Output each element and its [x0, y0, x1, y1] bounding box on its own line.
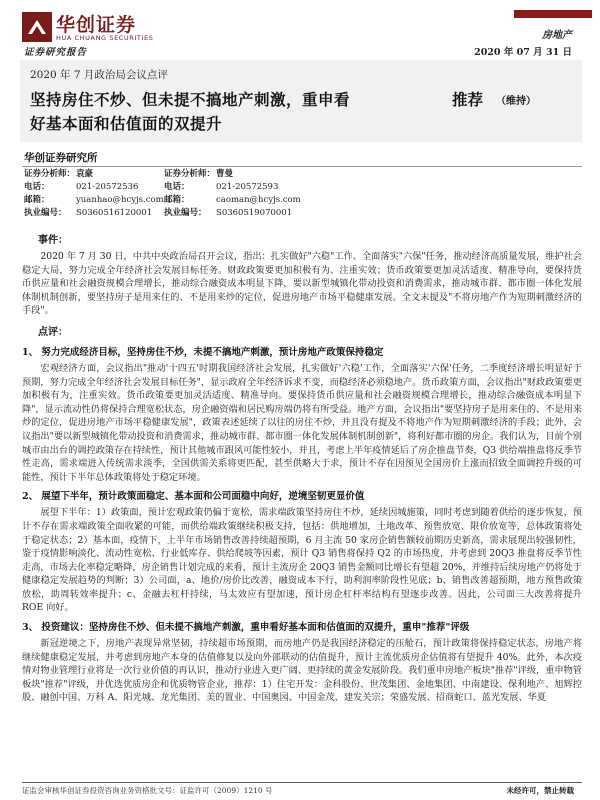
- email-label: 邮箱：: [24, 195, 50, 205]
- point-title: 1、 努力完成经济目标，坚持房住不炒，未提不搞地产刺激，预计房地产政策保持稳定: [22, 346, 384, 358]
- logo-icon: [22, 12, 52, 42]
- report-type: 证券研究报告: [24, 47, 88, 58]
- institute-name: 华创证券研究所: [24, 152, 98, 164]
- phone-label: 电话：: [24, 182, 50, 192]
- point-title: 3、 投资建议：坚持房住不炒、但未提不搞地产刺激，重申看好基本面和估值面的双提升，重申"推荐"评级: [22, 622, 470, 634]
- sector-label: 房地产: [542, 30, 572, 41]
- analyst-card: [164, 168, 404, 220]
- accent-tab: [514, 10, 592, 18]
- footer-note: 未经许可，禁止转载: [506, 786, 574, 795]
- license-label: 执业编号：: [24, 208, 67, 218]
- analyst-email[interactable]: caoman@hcyjs.com: [216, 195, 301, 205]
- point-text: 新冠逆境之下，房地产表现异常坚韧，持续超市场预期，而房地产仍是我国经济稳定的压舱石，预计政策将保持稳定状态，房地产将继续健康稳定发展，并考虑到房地产本身的估值修复以及向外部联动的估值提升，预计主流优质房企估值将有望提升 40%。此外，本次疫情对物业管理行业将是一次行业价值的再认识，推动行业进入更广阔、更持续的黄金发展阶段。我们重申房地产板块"推荐"评级，重申物管板块"推荐"评级，并优选优质房企和优质物管企业，推荐：1）住宅开发：金科股份、世茂集团、金地集团、中南建设、保利地产、旭辉控股、融创中国、万科 A、阳光城、龙光集团、美的置业、中国奥园、中国金茂、建发关宗；荣盛发展、招商蛇口、蓝光发展、华夏: [22, 638, 582, 704]
- event-text: 2020 年 7 月 30 日，中共中央政治局召开会议，指出：扎实做好"六稳"工作、全面落实"六保"任务，推动经济高质量发展，维护社会稳定大局，努力完成全年经济社会发展目标任务。财政政策要更加积极有为、注重实效；货币政策要更加灵活适度、精准导向，要保持货币供应量和社会融资规模合理增长，推动综合融资成本明显下降，要以新型城镇化带动投资和消费需求，推动城市群、都市圈一体化发展体制机制创新，要坚持房子是用来住的、不是用来炒的定位，促进房地产市场平稳健康发展。全文未提及"不将房地产作为短期刺激经济的手段"。: [22, 251, 582, 317]
- phone-label: 电话：: [164, 182, 190, 192]
- logo-text: 华创证券: [56, 14, 137, 36]
- analyst-phone: 021-20572593: [216, 182, 279, 192]
- rating-qualifier: （维持）: [496, 96, 536, 107]
- point-text: 展望下半年：1）政策面，预计宏观政策仍偏于宽松，需求端政策坚持房住不炒，延续因城施策，同时考虑到随着供给的逐步恢复，预计不存在需求端政策全面收紧的可能，而供给端政策继续积极支持，包括：供地增加，土地改革、预售放宽、限价放宽等，总体政策将处于稳定状态；2）基本面，疫情下，上半年市场销售改善持续超预期，6 月主流 50 家房企销售额较前期历史新高，需求展现出较强韧性，鉴于疫情影响淡化、流动性宽松、行业低库存、供给爬坡等因素，预计 Q3 销售将保持 Q2 的市场热度，并考虑到 20Q3 推盘将反季节性走高，市场去化率稳定略降，房企销售计划完成的来看，预计主流房企 20Q3 销售金额同比增长有望超 20%，并维持后续房地产仍将处于健康稳定发展趋势的判断；3）公司面，a、地价/房价比改善，融资成本下行，助利润率阶段性见底；b、销售改善超预期，地方预售政策放松，助周转效率提升；c、金融去杠杆持续，马太效应有望加速，预计房企杠杆率结构有望逐步改善。因此，公司面三大改善将提升 ROE 向好。: [22, 507, 582, 614]
- title-band: [20, 60, 582, 142]
- point-text: 宏观经济方面，会议指出"推动'十四五'时期我国经济社会发展，扎实做好'六稳'工作，全面落实'六保'任务，二季度经济增长明显好于预期，努力完成全年经济社会发展目标任务"，显示政府全年经济诉求不变，而稳经济必须稳地产。货币政策方面，会议指出"财政政策要更加积极有为，注重实效。货币政策要更加灵活适度、精准导向。要保持货币供应量和社会融资规模合理增长，推动综合融资成本明显下降"，显示流动性仍将保持合理宽松状态，房企融资端和居民购房端仍将有所受益。地产方面，会议指出"要坚持房子是用来住的、不是用来炒的定位，促进房地产市场平稳健康发展"，政策表述延续了以往的房住不炒，并且没有提及不将地产作为短期刺激经济的手段；此外，会议指出"要以新型城镇化带动投资和消费需求，推动城市群、都市圈一体化发展体制机制创新"，将利好都市圈的房企。我们认为，目前个别城市由出台的调控政策存在持续性，预计其他城市跟风可能性较小，并且，考虑上半年疫情延后了房企推盘节奏，Q3 供给端推盘将反季节性走高，需求端进入传统需求淡季，全国供需关系将更匹配，甚至供略大于求，预计不存在因预见全国房价上涨而招致全面调控升级的可能性，预计下半年总体政策将处于稳定环境。: [22, 362, 582, 483]
- divider: [22, 166, 582, 167]
- report-subtitle: 2020 年 7 月政治局会议点评: [30, 69, 168, 81]
- report-title-line-2: 好基本面和估值面的双提升: [30, 114, 223, 133]
- footer-divider: [22, 782, 582, 783]
- commentary-heading: 点评：: [38, 326, 68, 338]
- footer-license: 证监会审核华创证券投资咨询业务资格批文号：证监许可（2009）1210 号: [22, 786, 273, 795]
- analyst-role-label: 证券分析师：: [24, 169, 76, 179]
- analyst-role-label: 证券分析师：: [164, 169, 216, 179]
- analyst-phone: 021-20572536: [76, 182, 139, 192]
- report-date: 2020 年 07 月 31 日: [474, 47, 572, 58]
- point-title: 2、 展望下半年，预计政策面稳定、基本面和公司面稳中向好，逆境坚韧更显价值: [22, 491, 365, 503]
- report-body: [22, 234, 582, 705]
- analyst-license: S0360519070001: [216, 208, 293, 218]
- analyst-email[interactable]: yuanhao@hcyjs.com: [76, 195, 164, 205]
- report-title-line-1: 坚持房住不炒、但未提不搞地产刺激，重申看: [30, 90, 351, 109]
- rating: 推荐: [452, 90, 484, 109]
- analyst-license: S0360516120001: [76, 208, 153, 218]
- license-label: 执业编号：: [164, 208, 207, 218]
- analyst-name: 袁豪: [76, 169, 94, 179]
- email-label: 邮箱：: [164, 195, 190, 205]
- analyst-name: 曹曼: [216, 169, 234, 179]
- logo-subtext: HUA CHUANG SECURITIES: [56, 34, 154, 42]
- event-heading: 事件：: [38, 235, 68, 246]
